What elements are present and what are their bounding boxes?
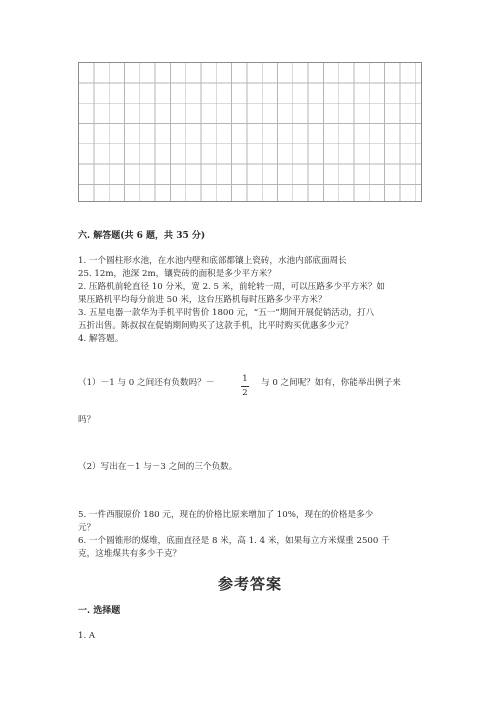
question-4-part-1-text-cont: 与 0 之间呢？如有，你能举出例子来 — [261, 378, 401, 388]
fraction-denominator: 2 — [242, 388, 248, 398]
question-4-part-1-end: 吗？ — [78, 415, 96, 425]
question-1-line-2: 25. 12m，池深 2m，镶瓷砖的面积是多少平方米？ — [78, 269, 276, 279]
writing-grid — [78, 62, 422, 202]
fraction-numerator: 1 — [242, 374, 248, 384]
question-5-line-2: 元？ — [78, 523, 96, 533]
answers-section-heading: 一. 选择题 — [78, 606, 121, 616]
answer-1: 1. A — [78, 631, 96, 641]
question-6-line-2: 克，这堆煤共有多少千克？ — [78, 549, 182, 559]
question-5-line-1: 5. 一件西服原价 180 元，现在的价格比原来增加了 10%，现在的价格是多少 — [78, 510, 374, 520]
question-3-line-2: 五折出售。陈叔叔在促销期间购买了这款手机，比平时购买优惠多少元？ — [78, 321, 354, 331]
question-2-line-1: 2. 压路机前轮直径 10 分米，宽 2. 5 米，前轮转一周，可以压路多少平方米？如 — [78, 282, 386, 292]
fraction — [241, 374, 249, 399]
answers-title: 参考答案 — [217, 575, 282, 593]
question-3-line-1: 3. 五星电器一款华为手机平时售价 1800 元，“五一”期间开展促销活动，打八 — [78, 308, 375, 318]
question-6-line-1: 6. 一个圆锥形的煤堆，底面直径是 8 米，高 1. 4 米，如果每立方米煤重 2500 千 — [78, 536, 390, 546]
fraction-bar — [241, 386, 249, 387]
question-4: 4. 解答题。 — [78, 334, 124, 344]
question-1-line-1: 1. 一个圆柱形水池，在水池内壁和底部都镶上瓷砖，水池内部底面周长 — [78, 256, 347, 266]
question-2-line-2: 果压路机平均每分前进 50 米，这台压路机每时压路多少平方米？ — [78, 295, 327, 305]
question-4-part-1-text: （1）－1 与 0 之间还有负数吗？－ — [78, 378, 215, 388]
section-heading: 六. 解答题(共 6 题，共 35 分) — [78, 231, 206, 241]
question-4-part-2: （2）写出在－1 与－3 之间的三个负数。 — [78, 462, 238, 472]
